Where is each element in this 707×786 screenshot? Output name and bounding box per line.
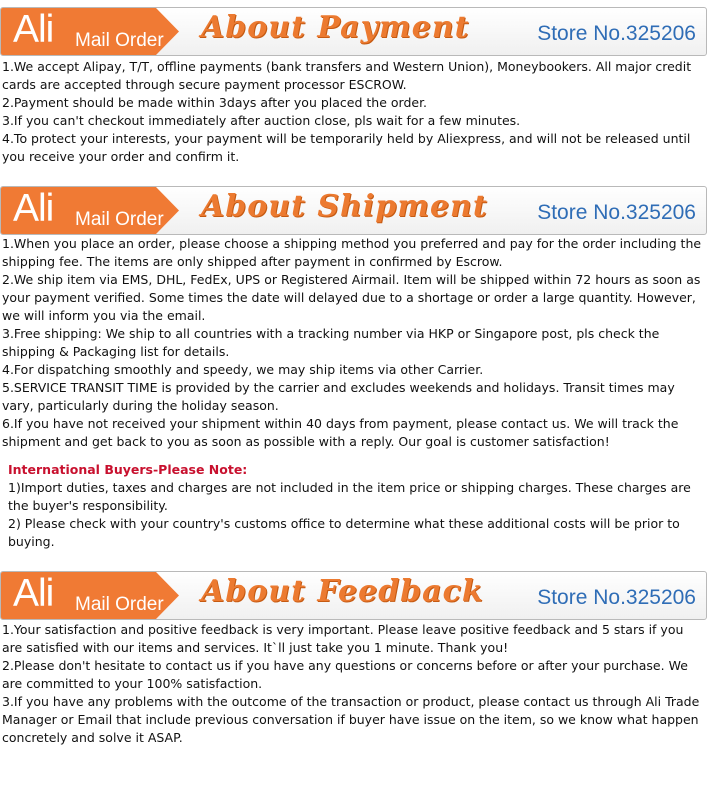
shipment-line: 5.SERVICE TRANSIT TIME is provided by the carrier and excludes weekends and holidays. Transit times may vary, particularly during the holiday season. xyxy=(2,380,675,413)
buyers-note xyxy=(0,461,707,551)
payment-headline: About Payment xyxy=(201,10,470,45)
shipment-text xyxy=(0,235,707,451)
payment-line: 2.Payment should be made within 3days after you placed the order. xyxy=(2,95,428,110)
shipment-line: 2.We ship item via EMS, DHL, FedEx, UPS or Registered Airmail. Item will be shipped within 72 hours as soon as your payment verified. Some times the date will delayed due to a shortage or order a large quantity. However, we will inform you via the email. xyxy=(2,272,701,323)
note-line: 2) Please check with your country's customs office to determine what these additional costs will be prior to buying. xyxy=(8,516,680,549)
payment-line: 1.We accept Alipay, T/T, offline payments (bank transfers and Western Union), Moneybookers. All major credit cards are accepted through secure payment processor ESCROW. xyxy=(2,59,692,92)
logo-ali: Ali xyxy=(13,8,54,51)
logo-mail-order: Mail Order xyxy=(75,594,164,615)
payment-section xyxy=(0,7,707,166)
store-number: Store No.325206 xyxy=(537,22,696,45)
feedback-text xyxy=(0,621,707,747)
feedback-line: 3.If you have any problems with the outcome of the transaction or product, please contact us through Ali Trade Manager or Email that include previous conversation if buyer have issue on the item, so we know what happen concretely and solve it ASAP. xyxy=(2,694,700,745)
payment-line: 4.To protect your interests, your payment will be temporarily held by Aliexpress, and will not be released until you receive your order and confirm it. xyxy=(2,131,691,164)
feedback-headline: About Feedback xyxy=(201,574,484,609)
shipment-section xyxy=(0,186,707,551)
shipment-line: 3.Free shipping: We ship to all countries with a tracking number via HKP or Singapore post, pls check the shipping & Packaging list for details. xyxy=(2,326,660,359)
feedback-line: 2.Please don't hesitate to contact us if you have any questions or concerns before or after your purchase. We are committed to your 100% satisfaction. xyxy=(2,658,688,691)
logo-mail-order: Mail Order xyxy=(75,30,164,51)
payment-line: 3.If you can't checkout immediately after auction close, pls wait for a few minutes. xyxy=(2,113,521,128)
store-number: Store No.325206 xyxy=(537,586,696,609)
feedback-line: 1.Your satisfaction and positive feedback is very important. Please leave positive feedback and 5 stars if you are satisfied with our items and services. It`ll just take you 1 minute. Thank you! xyxy=(2,622,684,655)
logo-ali: Ali xyxy=(13,187,54,230)
shipment-banner xyxy=(0,186,707,235)
shipment-line: 4.For dispatching smoothly and speedy, we may ship items via other Carrier. xyxy=(2,362,484,377)
shipment-line: 1.When you place an order, please choose a shipping method you preferred and pay for the order including the shipping fee. The items are only shipped after payment in confirmed by Escrow. xyxy=(2,236,702,269)
logo-ali: Ali xyxy=(13,572,54,615)
note-line: 1)Import duties, taxes and charges are not included in the item price or shipping charges. These charges are the buyer's responsibility. xyxy=(8,480,691,513)
payment-text xyxy=(0,58,707,166)
shipment-headline: About Shipment xyxy=(201,189,488,224)
logo-mail-order: Mail Order xyxy=(75,209,164,230)
shipment-line: 6.If you have not received your shipment within 40 days from payment, please contact us. We will track the shipment and get back to you as soon as possible with a reply. Our goal is customer satisfaction! xyxy=(2,416,679,449)
store-number: Store No.325206 xyxy=(537,201,696,224)
feedback-section xyxy=(0,571,707,747)
note-title: International Buyers-Please Note: xyxy=(8,462,248,477)
feedback-banner xyxy=(0,571,707,620)
payment-banner xyxy=(0,7,707,56)
